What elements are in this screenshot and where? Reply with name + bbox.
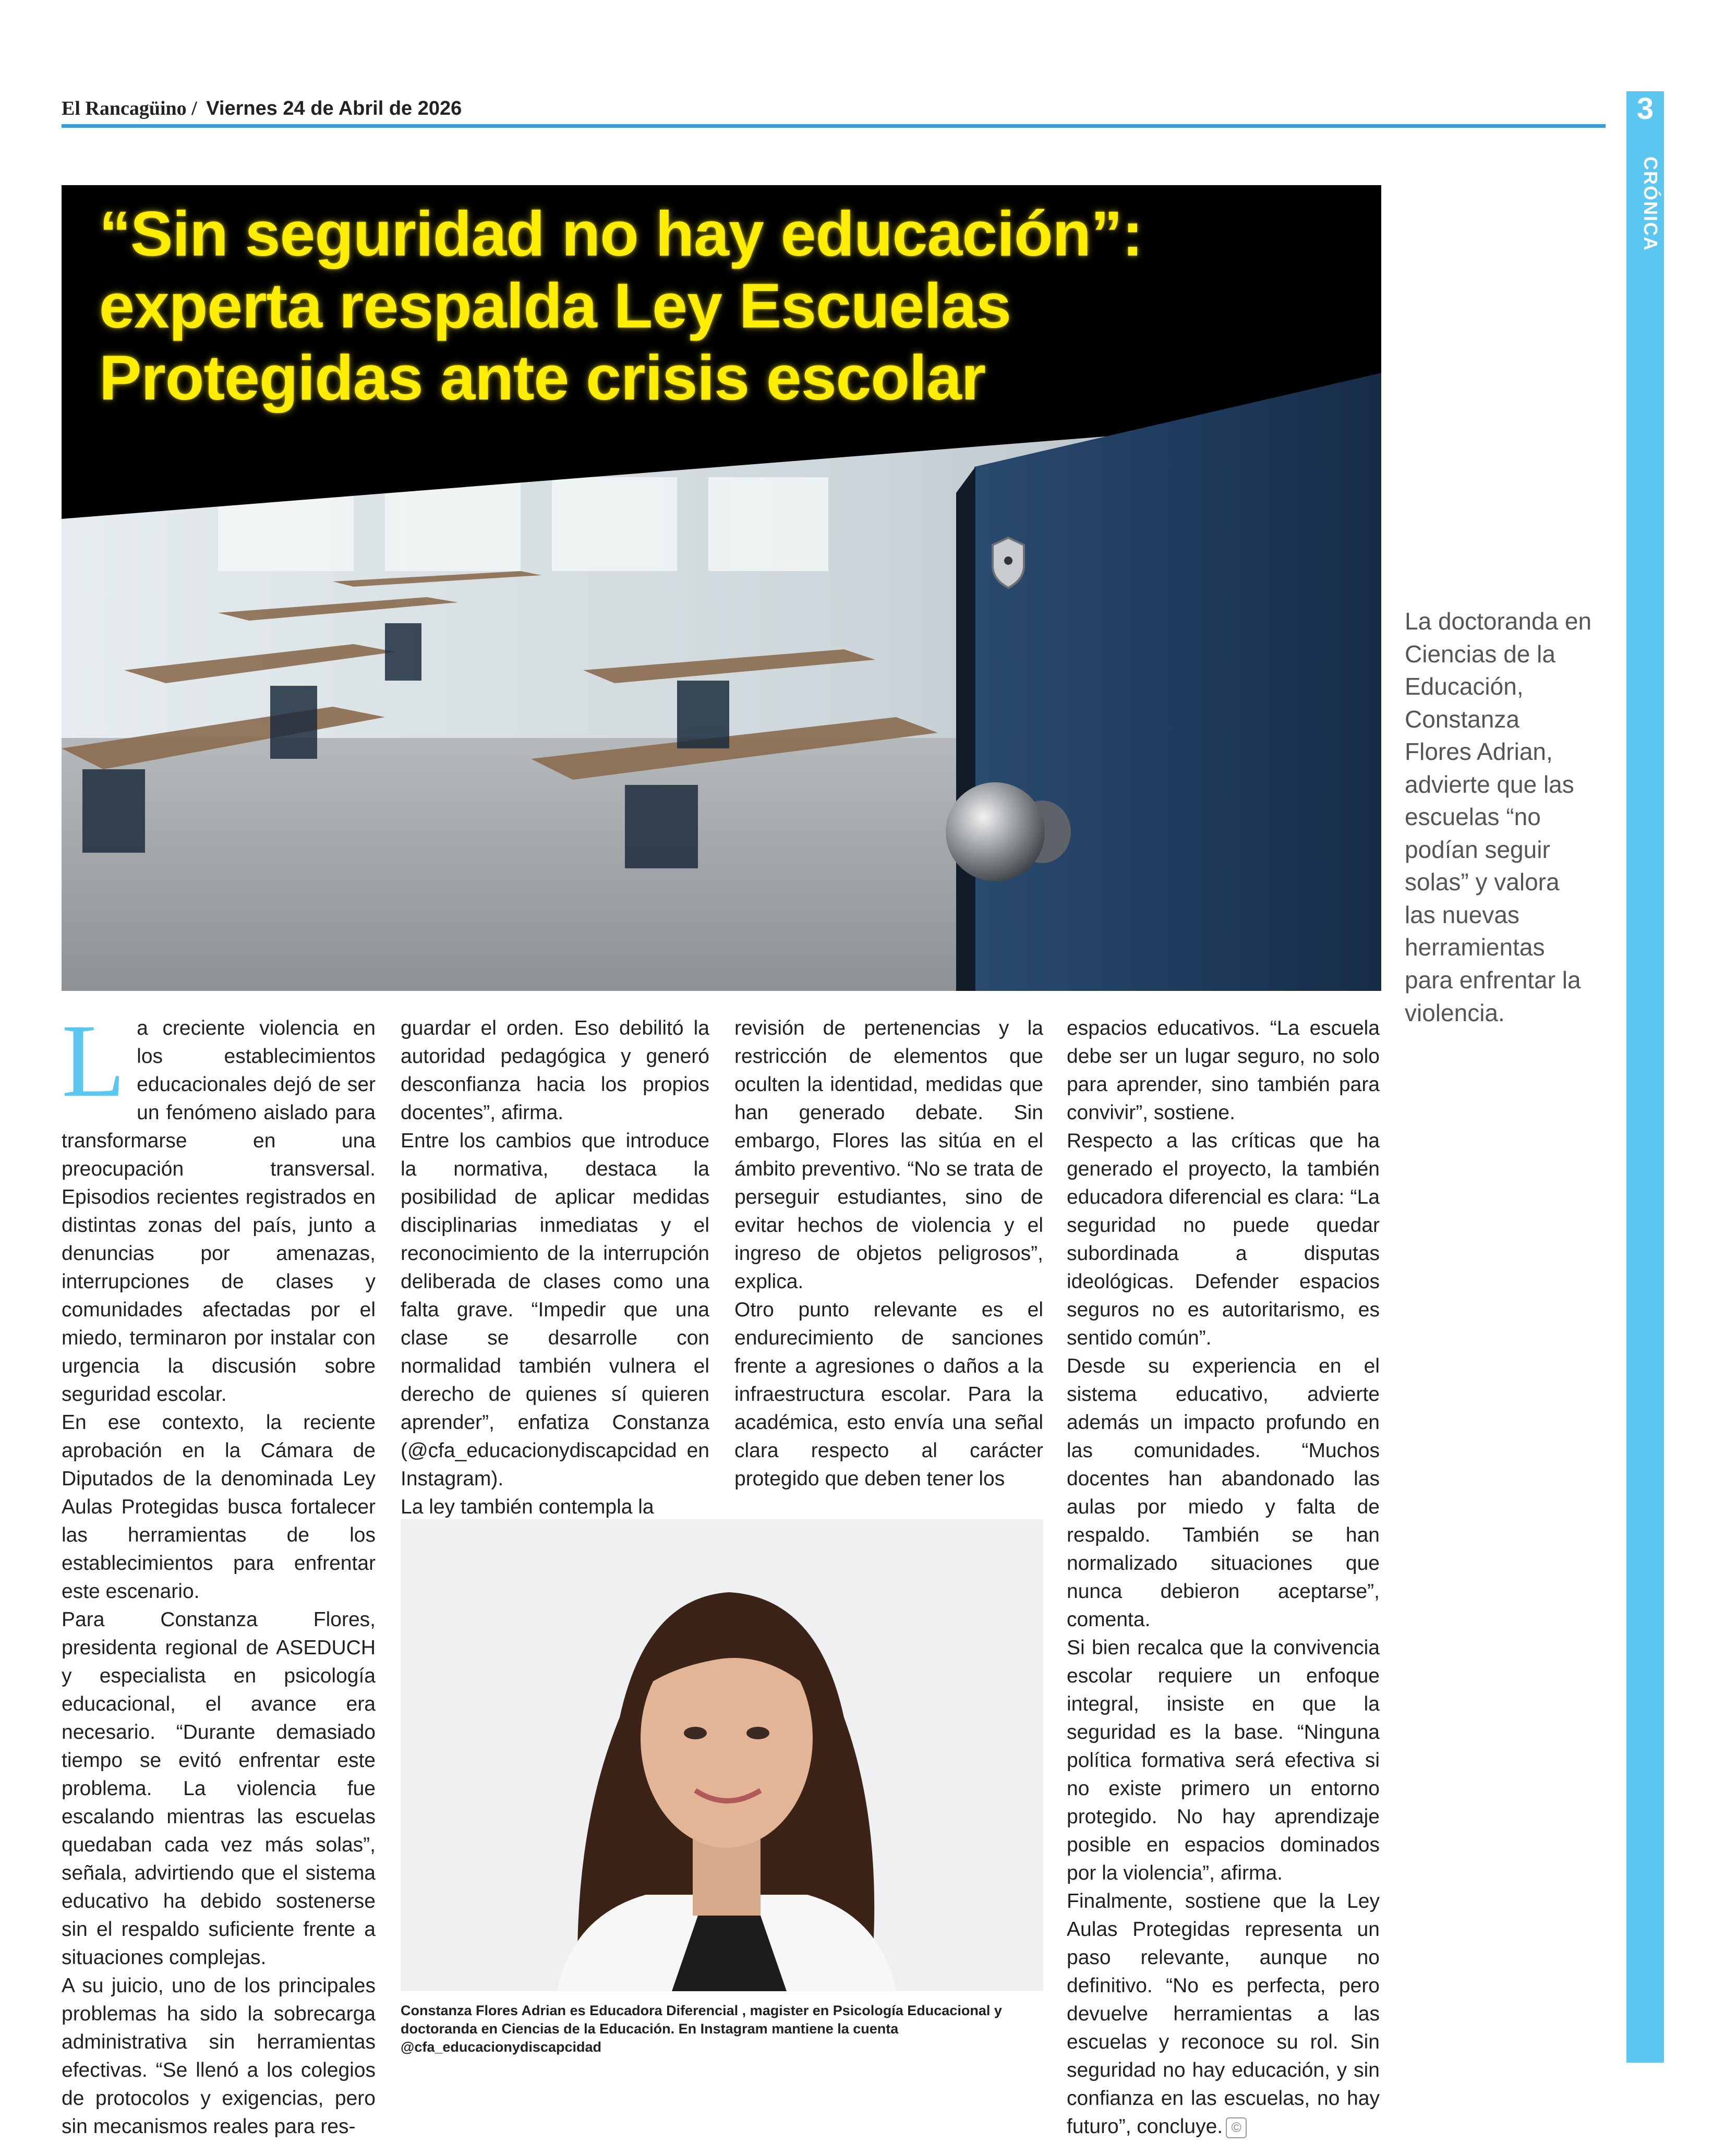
paragraph: Respecto a las críticas que ha generado el proyecto, la también educadora diferencial es clara: “La seguridad no puede quedar subordinada a disputas ideológicas. Defender espacios seguros no es autoritarismo, es sentido común”. xyxy=(1067,1130,1380,1349)
closing-text: Finalmente, sostiene que la Ley Aulas Protegidas representa un paso relevante, aunque no definitivo. “No es perfecta, pero devuelve herramientas a las escuelas y reconoce su rol. Sin seguridad no hay educación, y sin confianza en las escuelas, no hay futuro”, concluye. xyxy=(1067,1890,1380,2138)
headline: “Sin seguridad no hay educación”: experta respalda Ley Escuelas Protegidas ante crisis escolar xyxy=(99,198,1143,413)
paragraph: guardar el orden. Eso debilitó la autoridad pedagógica y generó desconfianza hacia los propios docentes”, afirma. xyxy=(401,1017,709,1124)
publication-name: El Rancagüino / xyxy=(62,98,197,119)
portrait-photo xyxy=(401,1519,1043,1991)
paragraph: Desde su experiencia en el sistema educativo, advierte además un impacto profundo en las comunidades. “Muchos docentes han abandonado las aulas por miedo y falta de respaldo. También se han normalizado situaciones que nunca debieron aceptarse”, comenta. xyxy=(1067,1355,1380,1631)
end-mark-icon: © xyxy=(1226,2117,1247,2138)
paragraph: revisión de pertenencias y la restricción de elementos que oculten la identidad, medidas que han generado debate. Sin embargo, Flores las sitúa en el ámbito preventivo. “No se trata de perseguir estudiantes, sino de evitar hechos de violencia y el ingreso de objetos peligrosos”, explica. xyxy=(734,1017,1043,1293)
paragraph: Entre los cambios que introduce la normativa, destaca la posibilidad de aplicar medidas disciplinarias inmediatas y el reconocimiento de la interrupción deliberada de clases como una falta grave. “Impedir que una clase se desarrolle con normalidad también vulnera el derecho de quienes sí quieren aprender”, enfatiza Constanza (@cfa_educacionydiscapcidad en Instagram). xyxy=(401,1130,709,1490)
paragraph: A su juicio, uno de los principales problemas ha sido la sobrecarga administrativa sin herramientas efectivas. “Se llenó a los colegios de protocolos y exigencias, pero sin mecanismos reales para res- xyxy=(62,1975,376,2138)
photo-caption: Constanza Flores Adrian es Educadora Diferencial , magister en Psicología Educacional y doctoranda en Ciencias de la Educación. En Instagram mantiene la cuenta @cfa_educacionydiscapcidad xyxy=(401,2003,1002,2055)
paragraph: La ley también contempla la xyxy=(401,1496,654,1518)
paragraph: En ese contexto, la reciente aprobación en la Cámara de Diputados de la denominada Ley Aulas Protegidas busca fortalecer las herramientas de los establecimientos para enfrentar este escenario. xyxy=(62,1411,376,1603)
publication-header xyxy=(62,97,462,120)
article-column-2 xyxy=(401,1014,709,1521)
portrait-illustration xyxy=(401,1519,1043,1991)
paragraph: Otro punto relevante es el endurecimiento de sanciones frente a agresiones o daños a la infraestructura escolar. Para la académica, esto envía una señal clara respecto al carácter protegido que deben tener los xyxy=(734,1299,1043,1490)
section-sidebar xyxy=(1626,91,1664,2063)
article-column-4 xyxy=(1067,1014,1380,2141)
paragraph: Si bien recalca que la convivencia escolar requiere un enfoque integral, insiste en que la seguridad es la base. “Ninguna política formativa será efectiva si no existe primero un entorno protegido. No hay aprendizaje posible en espacios dominados por la violencia”, afirma. xyxy=(1067,1637,1380,1884)
page-number: 3 xyxy=(1636,92,1654,126)
section-label: CRÓNICA xyxy=(1640,156,1661,251)
issue-date: Viernes 24 de Abril de 2026 xyxy=(206,98,462,119)
paragraph: espacios educativos. “La escuela debe ser un lugar seguro, no solo para aprender, sino también para convivir”, sostiene. xyxy=(1067,1017,1380,1124)
header-rule xyxy=(62,124,1606,128)
drop-cap: L xyxy=(62,1003,126,1119)
paragraph: Para Constanza Flores, presidenta regional de ASEDUCH y especialista en psicología educacional, el avance era necesario. “Durante demasiado tiempo se evitó enfrentar este problema. La violencia fue escalando mientras las escuelas quedaban cada vez más solas”, señala, advirtiendo que el sistema educativo ha debido sostenerse sin el respaldo suficiente frente a situaciones complejas. xyxy=(62,1608,376,1969)
paragraph: a creciente violencia en los establecimientos educacionales dejó de ser un fenómeno aislado para transformarse en una preocupación transversal. Episodios recientes registrados en distintas zonas del país, junto a denuncias por amenazas, interrupciones de clases y comunidades afectadas por el miedo, terminaron por instalar con urgencia la discusión sobre seguridad escolar. xyxy=(62,1017,376,1406)
paragraph xyxy=(1067,1887,1380,2141)
article-dek: La doctoranda en Ciencias de la Educación, Constanza Flores Adrian, advierte que las escuelas “no podían seguir solas” y valora las nuevas herramientas para enfrentar la violencia. xyxy=(1405,608,1592,1026)
article-column-3 xyxy=(734,1014,1043,1493)
article-column-1 xyxy=(62,1003,376,2141)
